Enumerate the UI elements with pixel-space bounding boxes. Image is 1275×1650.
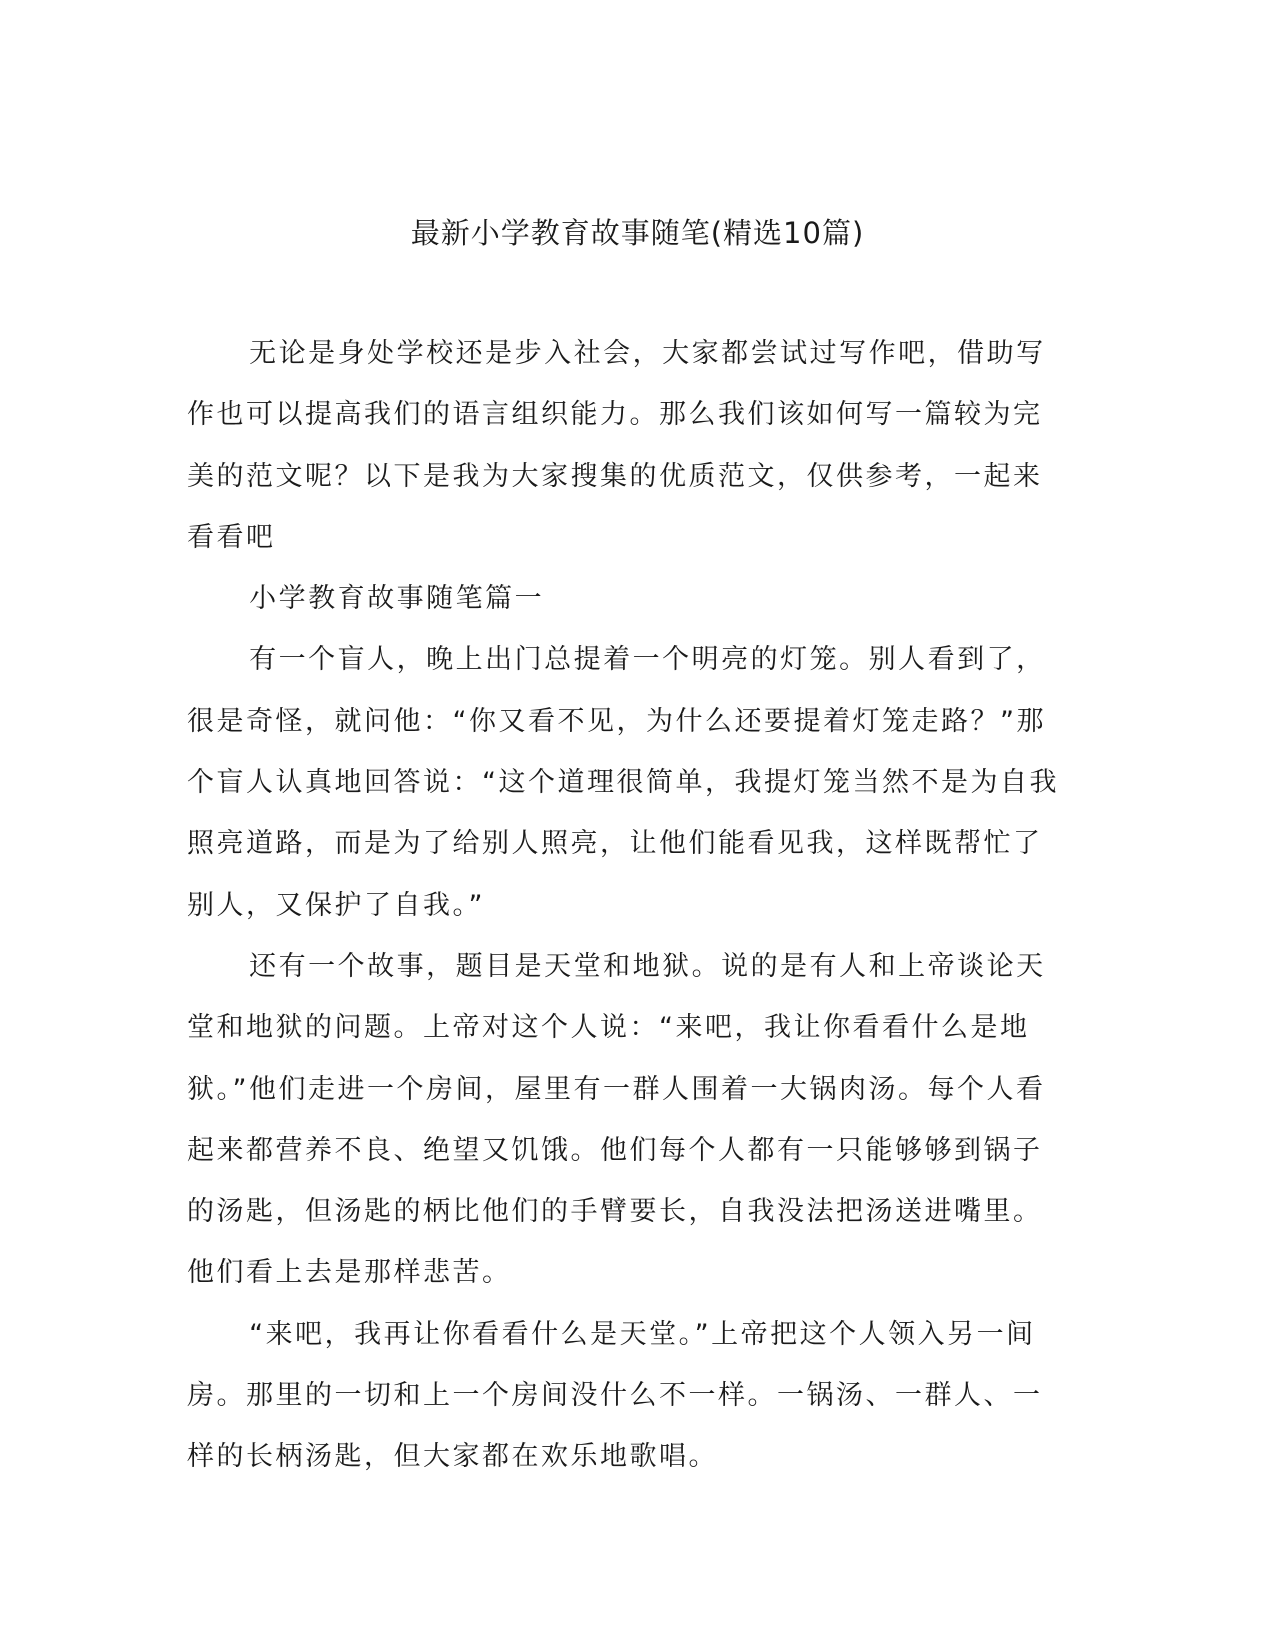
- paragraph-intro: 无论是身处学校还是步入社会，大家都尝试过写作吧，借助写作也可以提高我们的语言组织能力。那么我们该如何写一篇较为完美的范文呢？以下是我为大家搜集的优质范文，仅供参考，一起来看看吧: [187, 338, 1046, 553]
- paragraph-heaven-and-hell: 还有一个故事，题目是天堂和地狱。说的是有人和上帝谈论天堂和地狱的问题。上帝对这个人说：“来吧，我让你看看什么是地狱。”他们走进一个房间，屋里有一群人围着一大锅肉汤。每个人看起来都营养不良、绝望又饥饿。他们每个人都有一只能够够到锅子的汤匙，但汤匙的柄比他们的手臂要长，自我没法把汤送进嘴里。他们看上去是那样悲苦。: [187, 950, 1046, 1289]
- section-heading: 小学教育故事随笔篇一: [249, 583, 545, 615]
- paragraph-blind-man-lantern: 有一个盲人，晚上出门总提着一个明亮的灯笼。别人看到了，很是奇怪，就问他：“你又看不见，为什么还要提着灯笼走路？”那个盲人认真地回答说：“这个道理很简单，我提灯笼当然不是为自我照亮道路，而是为了给别人照亮，让他们能看见我，这样既帮忙了别人，又保护了自我。”: [187, 644, 1059, 921]
- document-body: [187, 323, 1067, 1488]
- paragraph-heaven-room: “来吧，我再让你看看什么是天堂。”上帝把这个人领入另一间房。那里的一切和上一个房间没什么不一样。一锅汤、一群人、一样的长柄汤匙，但大家都在欢乐地歌唱。: [187, 1318, 1043, 1473]
- document-title: 最新小学教育故事随笔(精选10篇): [410, 216, 865, 250]
